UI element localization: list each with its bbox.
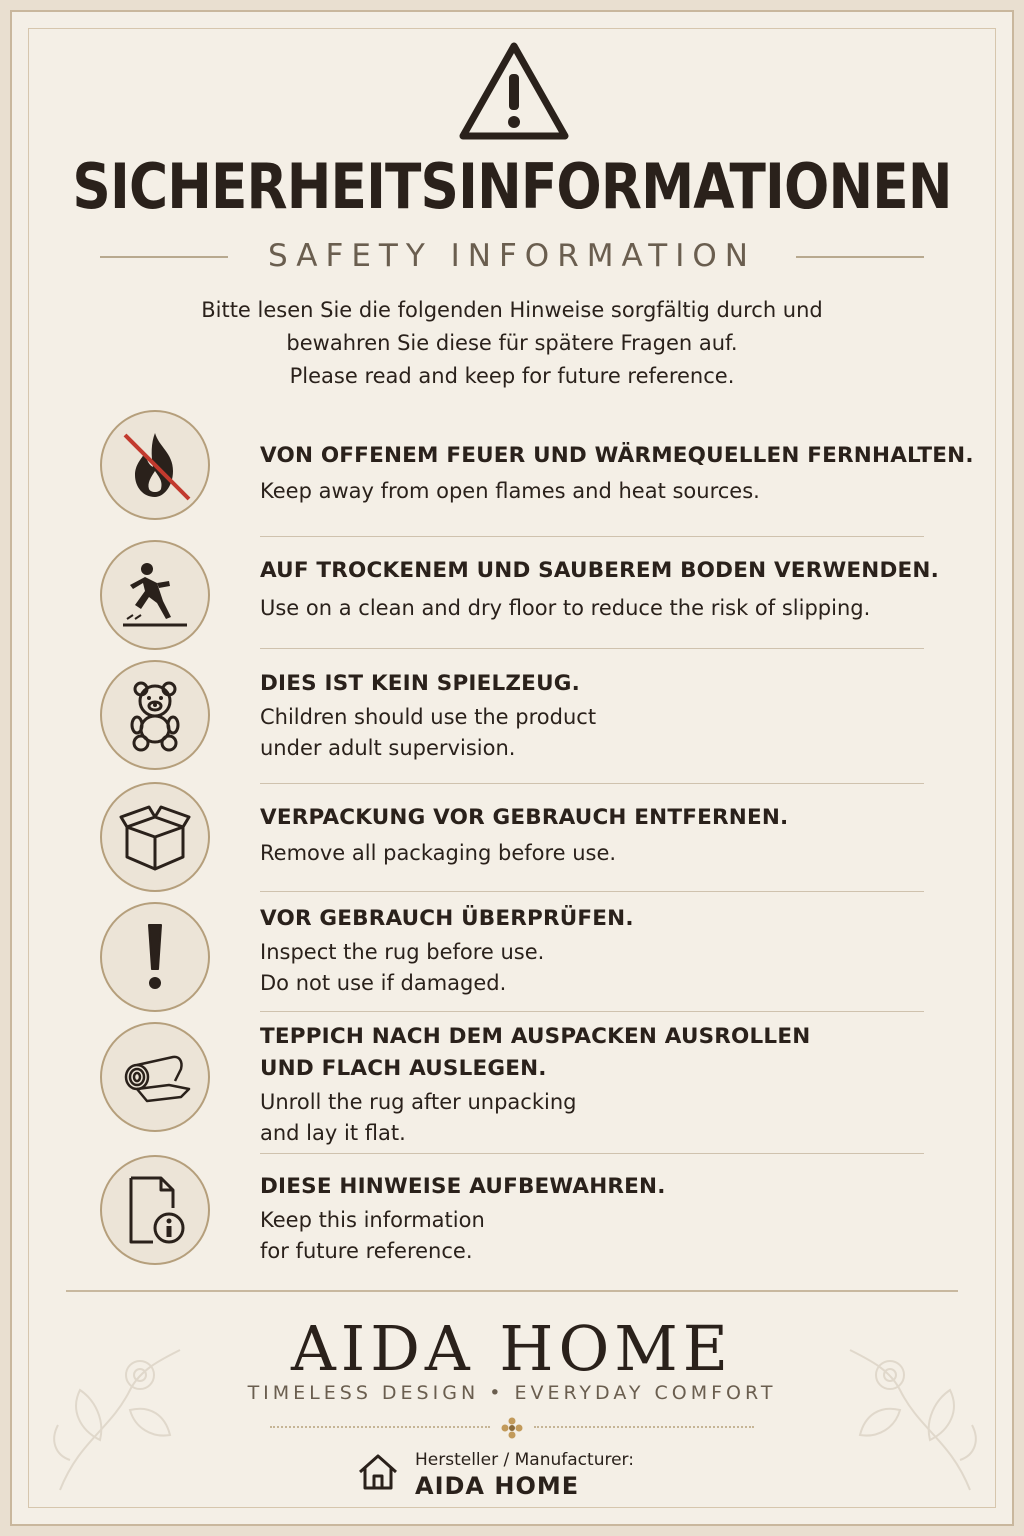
item-title: VERPACKUNG VOR GEBRAUCH ENTFERNEN. [260, 805, 789, 830]
item-divider [260, 1153, 924, 1154]
dotted-rule-right [534, 1426, 754, 1428]
item-divider [260, 783, 924, 784]
subtitle-row [100, 234, 924, 278]
item-text [260, 555, 940, 624]
slip-hazard-icon [117, 557, 193, 633]
item-desc: Do not use if damaged. [260, 971, 507, 995]
brand-name: AIDA HOME [290, 1312, 734, 1385]
intro-line: Please read and keep for future reference. [289, 364, 735, 388]
item-text [260, 1021, 940, 1149]
icon-badge [100, 410, 210, 520]
item-desc: Unroll the rug after unpacking [260, 1090, 577, 1114]
item-desc: Keep away from open flames and heat sources. [260, 479, 760, 503]
footer-rule [66, 1290, 958, 1292]
item-divider [260, 536, 924, 537]
item-title: DIES IST KEIN SPIELZEUG. [260, 671, 580, 696]
icon-badge [100, 1022, 210, 1132]
item-desc: under adult supervision. [260, 736, 516, 760]
item-text [260, 1171, 940, 1267]
item-desc: and lay it flat. [260, 1121, 406, 1145]
brand-tagline: TIMELESS DESIGN • EVERYDAY COMFORT [247, 1382, 777, 1404]
item-divider [260, 1011, 924, 1012]
item-text [260, 440, 974, 507]
manufacturer-label: Hersteller / Manufacturer: [415, 1450, 634, 1470]
icon-badge [100, 782, 210, 892]
page-title: SICHERHEITSINFORMATIONEN [72, 150, 952, 223]
open-box-icon [117, 799, 193, 875]
item-desc: Inspect the rug before use. [260, 940, 545, 964]
icon-badge [100, 1155, 210, 1265]
intro-text [100, 294, 924, 393]
teddy-bear-icon [117, 677, 193, 753]
ornament-divider [270, 1416, 754, 1438]
info-document-icon [117, 1172, 193, 1248]
item-title: VON OFFENEM FEUER UND WÄRMEQUELLEN FERNHALTEN. [260, 443, 974, 468]
item-divider [260, 891, 924, 892]
no-fire-icon [117, 427, 193, 503]
item-desc: Keep this information [260, 1208, 485, 1232]
intro-line: bewahren Sie diese für spätere Fragen auf. [286, 331, 738, 355]
item-title-continued: UND FLACH AUSLEGEN. [260, 1056, 547, 1081]
rug-roll-icon [117, 1039, 193, 1115]
item-title: AUF TROCKENEM UND SAUBEREM BODEN VERWENDEN. [260, 558, 939, 583]
item-title: VOR GEBRAUCH ÜBERPRÜFEN. [260, 906, 634, 931]
item-desc: Children should use the product [260, 705, 597, 729]
item-title: TEPPICH NACH DEM AUSPACKEN AUSROLLEN [260, 1024, 811, 1049]
icon-badge [100, 902, 210, 1012]
item-text [260, 903, 940, 999]
item-divider [260, 648, 924, 649]
icon-badge [100, 660, 210, 770]
subtitle-rule-right [796, 256, 924, 258]
item-desc: Use on a clean and dry floor to reduce the risk of slipping. [260, 596, 871, 620]
intro-line: Bitte lesen Sie die folgenden Hinweise sorgfältig durch und [201, 298, 823, 322]
house-icon [356, 1452, 400, 1492]
item-desc: for future reference. [260, 1239, 473, 1263]
item-text [260, 668, 940, 764]
item-text [260, 802, 940, 869]
dotted-rule-left [270, 1426, 490, 1428]
flower-ornament-icon [500, 1416, 524, 1440]
item-title: DIESE HINWEISE AUFBEWAHREN. [260, 1174, 666, 1199]
warning-triangle-icon [457, 40, 571, 144]
exclamation-icon [117, 919, 193, 995]
manufacturer-name: AIDA HOME [415, 1472, 580, 1500]
page-subtitle: SAFETY INFORMATION [268, 238, 756, 274]
item-desc: Remove all packaging before use. [260, 841, 617, 865]
icon-badge [100, 540, 210, 650]
